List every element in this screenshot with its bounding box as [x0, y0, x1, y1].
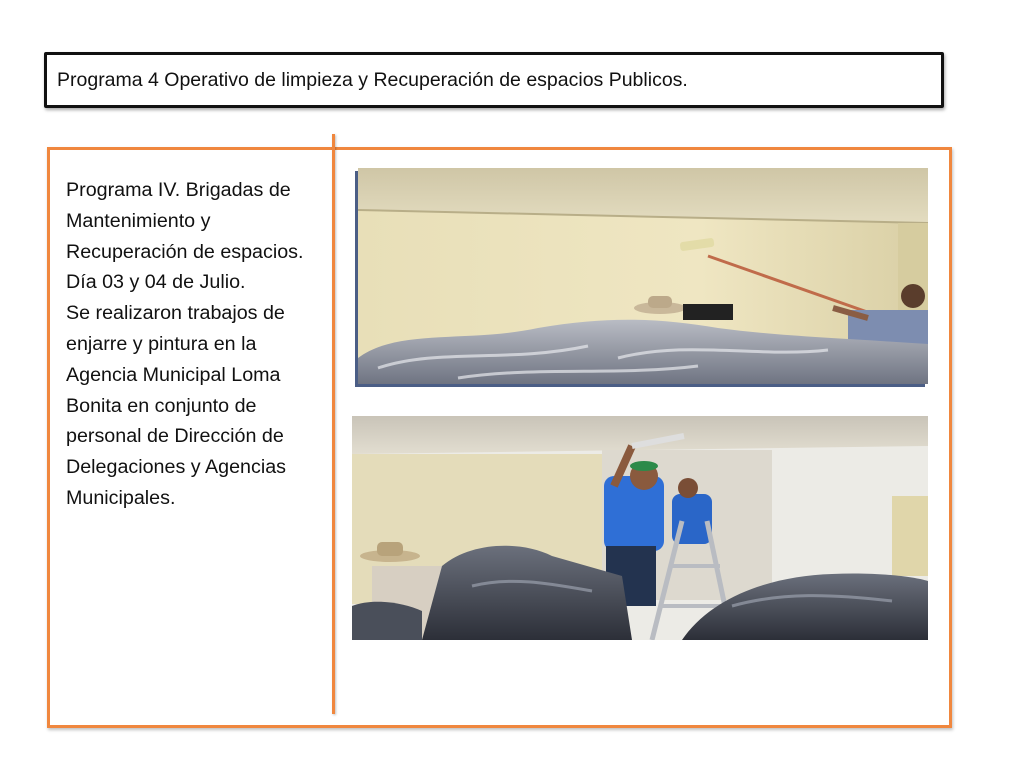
- description-text: [66, 175, 328, 514]
- description-heading: Programa IV. Brigadas de Mantenimiento y Recuperación de espacios.: [66, 179, 304, 263]
- photo-plastering-ceiling: [352, 416, 928, 640]
- column-divider: [332, 134, 335, 714]
- photo-painting-wall: [358, 168, 928, 384]
- slide-title: [44, 52, 944, 108]
- slide-title-text: Programa 4 Operativo de limpieza y Recuperación de espacios Publicos.: [57, 68, 688, 91]
- description-body: Se realizaron trabajos de enjarre y pintura en la Agencia Municipal Loma Bonita en conjunto de personal de Dirección de Delegaciones y Agencias Municipales.: [66, 302, 286, 509]
- description-date: Día 03 y 04 de Julio.: [66, 271, 246, 294]
